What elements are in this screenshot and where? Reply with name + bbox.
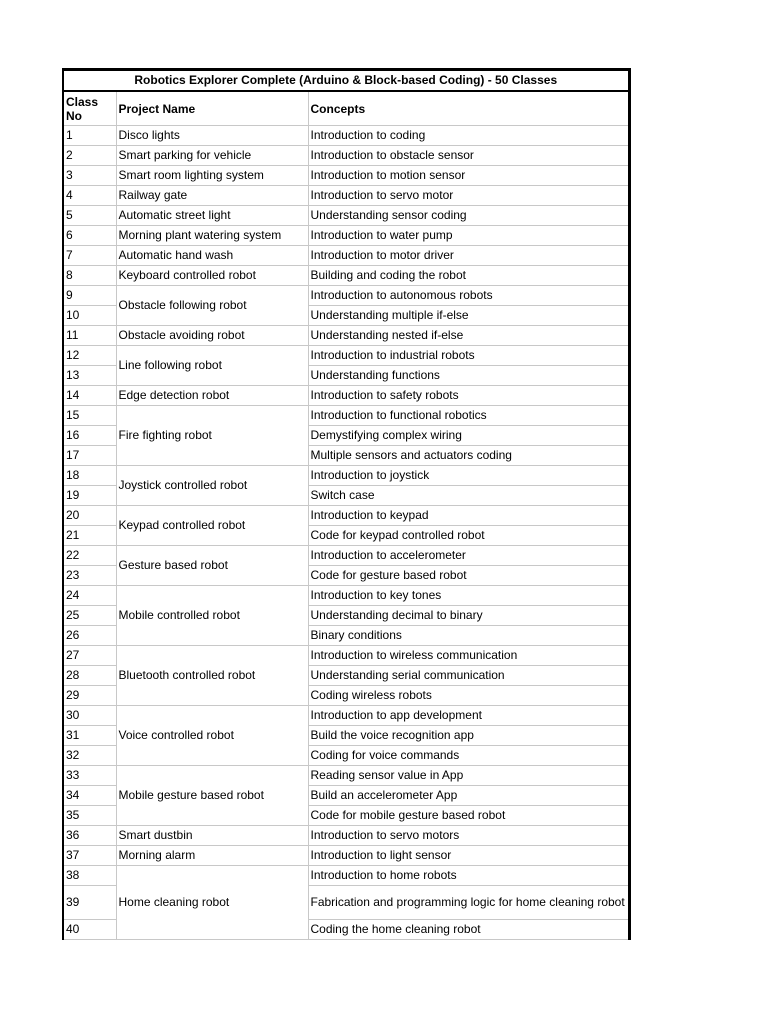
table-row xyxy=(63,126,629,146)
concept-cell: Understanding nested if-else xyxy=(308,326,629,346)
project-name-cell: Disco lights xyxy=(116,126,308,146)
project-name-cell: Railway gate xyxy=(116,186,308,206)
class-no-cell: 20 xyxy=(63,506,116,526)
concept-cell: Code for gesture based robot xyxy=(308,566,629,586)
table-row xyxy=(63,186,629,206)
project-name-cell: Voice controlled robot xyxy=(116,706,308,766)
class-no-cell: 9 xyxy=(63,286,116,306)
class-no-cell: 6 xyxy=(63,226,116,246)
concept-cell: Introduction to home robots xyxy=(308,866,629,886)
concept-cell: Reading sensor value in App xyxy=(308,766,629,786)
concept-cell: Introduction to coding xyxy=(308,126,629,146)
project-name-cell: Keypad controlled robot xyxy=(116,506,308,546)
class-no-cell: 37 xyxy=(63,846,116,866)
class-no-cell: 11 xyxy=(63,326,116,346)
project-name-cell: Smart dustbin xyxy=(116,826,308,846)
concepts-header: Concepts xyxy=(308,91,629,126)
concept-cell: Introduction to app development xyxy=(308,706,629,726)
table-row xyxy=(63,826,629,846)
table-row xyxy=(63,866,629,886)
class-no-cell: 15 xyxy=(63,406,116,426)
class-no-cell: 8 xyxy=(63,266,116,286)
concept-cell: Understanding multiple if-else xyxy=(308,306,629,326)
class-no-cell: 4 xyxy=(63,186,116,206)
class-no-cell: 1 xyxy=(63,126,116,146)
class-no-header: Class No xyxy=(63,91,116,126)
table-row xyxy=(63,646,629,666)
concept-cell: Understanding decimal to binary xyxy=(308,606,629,626)
table-row xyxy=(63,146,629,166)
class-no-cell: 13 xyxy=(63,366,116,386)
class-no-cell: 28 xyxy=(63,666,116,686)
concept-cell: Coding the home cleaning robot xyxy=(308,920,629,940)
project-name-cell: Edge detection robot xyxy=(116,386,308,406)
class-no-cell: 27 xyxy=(63,646,116,666)
class-no-cell: 18 xyxy=(63,466,116,486)
class-no-cell: 40 xyxy=(63,920,116,940)
table-row xyxy=(63,326,629,346)
concept-cell: Introduction to light sensor xyxy=(308,846,629,866)
table-row xyxy=(63,166,629,186)
class-no-cell: 14 xyxy=(63,386,116,406)
project-name-cell: Home cleaning robot xyxy=(116,866,308,940)
class-no-cell: 23 xyxy=(63,566,116,586)
class-no-cell: 33 xyxy=(63,766,116,786)
project-name-cell: Obstacle avoiding robot xyxy=(116,326,308,346)
table-row xyxy=(63,506,629,526)
project-name-cell: Obstacle following robot xyxy=(116,286,308,326)
concept-cell: Introduction to wireless communication xyxy=(308,646,629,666)
class-no-cell: 34 xyxy=(63,786,116,806)
project-name-cell: Smart room lighting system xyxy=(116,166,308,186)
class-no-cell: 29 xyxy=(63,686,116,706)
project-name-cell: Automatic street light xyxy=(116,206,308,226)
concept-cell: Understanding sensor coding xyxy=(308,206,629,226)
concept-cell: Code for mobile gesture based robot xyxy=(308,806,629,826)
project-name-cell: Mobile gesture based robot xyxy=(116,766,308,826)
concept-cell: Introduction to accelerometer xyxy=(308,546,629,566)
concept-cell: Introduction to servo motors xyxy=(308,826,629,846)
class-no-cell: 31 xyxy=(63,726,116,746)
project-name-cell: Mobile controlled robot xyxy=(116,586,308,646)
title-row xyxy=(63,70,629,92)
concept-cell: Demystifying complex wiring xyxy=(308,426,629,446)
class-no-cell: 39 xyxy=(63,886,116,920)
curriculum-table xyxy=(62,68,631,940)
concept-cell: Introduction to motor driver xyxy=(308,246,629,266)
concept-cell: Introduction to water pump xyxy=(308,226,629,246)
project-name-cell: Joystick controlled robot xyxy=(116,466,308,506)
header-row xyxy=(63,91,629,126)
concept-cell: Build an accelerometer App xyxy=(308,786,629,806)
concept-cell: Understanding serial communication xyxy=(308,666,629,686)
project-name-cell: Smart parking for vehicle xyxy=(116,146,308,166)
class-no-cell: 17 xyxy=(63,446,116,466)
project-name-cell: Line following robot xyxy=(116,346,308,386)
concept-cell: Introduction to autonomous robots xyxy=(308,286,629,306)
project-name-cell: Bluetooth controlled robot xyxy=(116,646,308,706)
project-name-header: Project Name xyxy=(116,91,308,126)
project-name-cell: Morning alarm xyxy=(116,846,308,866)
concept-cell: Introduction to keypad xyxy=(308,506,629,526)
class-no-cell: 35 xyxy=(63,806,116,826)
concept-cell: Introduction to servo motor xyxy=(308,186,629,206)
class-no-cell: 5 xyxy=(63,206,116,226)
class-no-cell: 2 xyxy=(63,146,116,166)
table-row xyxy=(63,246,629,266)
concept-cell: Introduction to safety robots xyxy=(308,386,629,406)
concept-cell: Fabrication and programming logic for home cleaning robot xyxy=(308,886,629,920)
concept-cell: Introduction to obstacle sensor xyxy=(308,146,629,166)
project-name-cell: Keyboard controlled robot xyxy=(116,266,308,286)
table-row xyxy=(63,706,629,726)
concept-cell: Code for keypad controlled robot xyxy=(308,526,629,546)
table-row xyxy=(63,286,629,306)
table-row xyxy=(63,466,629,486)
class-no-cell: 38 xyxy=(63,866,116,886)
class-no-cell: 25 xyxy=(63,606,116,626)
table-row xyxy=(63,846,629,866)
class-no-cell: 10 xyxy=(63,306,116,326)
concept-cell: Build the voice recognition app xyxy=(308,726,629,746)
concept-cell: Introduction to joystick xyxy=(308,466,629,486)
project-name-cell: Morning plant watering system xyxy=(116,226,308,246)
concept-cell: Introduction to key tones xyxy=(308,586,629,606)
table-row xyxy=(63,226,629,246)
table-row xyxy=(63,206,629,226)
concept-cell: Understanding functions xyxy=(308,366,629,386)
class-no-cell: 16 xyxy=(63,426,116,446)
table-row xyxy=(63,546,629,566)
concept-cell: Introduction to motion sensor xyxy=(308,166,629,186)
table-row xyxy=(63,346,629,366)
concept-cell: Binary conditions xyxy=(308,626,629,646)
table-row xyxy=(63,406,629,426)
class-no-cell: 19 xyxy=(63,486,116,506)
class-no-cell: 7 xyxy=(63,246,116,266)
concept-cell: Multiple sensors and actuators coding xyxy=(308,446,629,466)
table-row xyxy=(63,586,629,606)
class-no-cell: 3 xyxy=(63,166,116,186)
project-name-cell: Automatic hand wash xyxy=(116,246,308,266)
table-row xyxy=(63,766,629,786)
table-row xyxy=(63,266,629,286)
concept-cell: Coding wireless robots xyxy=(308,686,629,706)
concept-cell: Introduction to industrial robots xyxy=(308,346,629,366)
project-name-cell: Fire fighting robot xyxy=(116,406,308,466)
class-no-cell: 21 xyxy=(63,526,116,546)
class-no-cell: 30 xyxy=(63,706,116,726)
project-name-cell: Gesture based robot xyxy=(116,546,308,586)
concept-cell: Coding for voice commands xyxy=(308,746,629,766)
class-no-cell: 22 xyxy=(63,546,116,566)
concept-cell: Building and coding the robot xyxy=(308,266,629,286)
table-title: Robotics Explorer Complete (Arduino & Block-based Coding) - 50 Classes xyxy=(63,70,629,92)
class-no-cell: 26 xyxy=(63,626,116,646)
concept-cell: Switch case xyxy=(308,486,629,506)
class-no-cell: 32 xyxy=(63,746,116,766)
class-no-cell: 24 xyxy=(63,586,116,606)
table-row xyxy=(63,386,629,406)
class-no-cell: 36 xyxy=(63,826,116,846)
class-no-cell: 12 xyxy=(63,346,116,366)
concept-cell: Introduction to functional robotics xyxy=(308,406,629,426)
